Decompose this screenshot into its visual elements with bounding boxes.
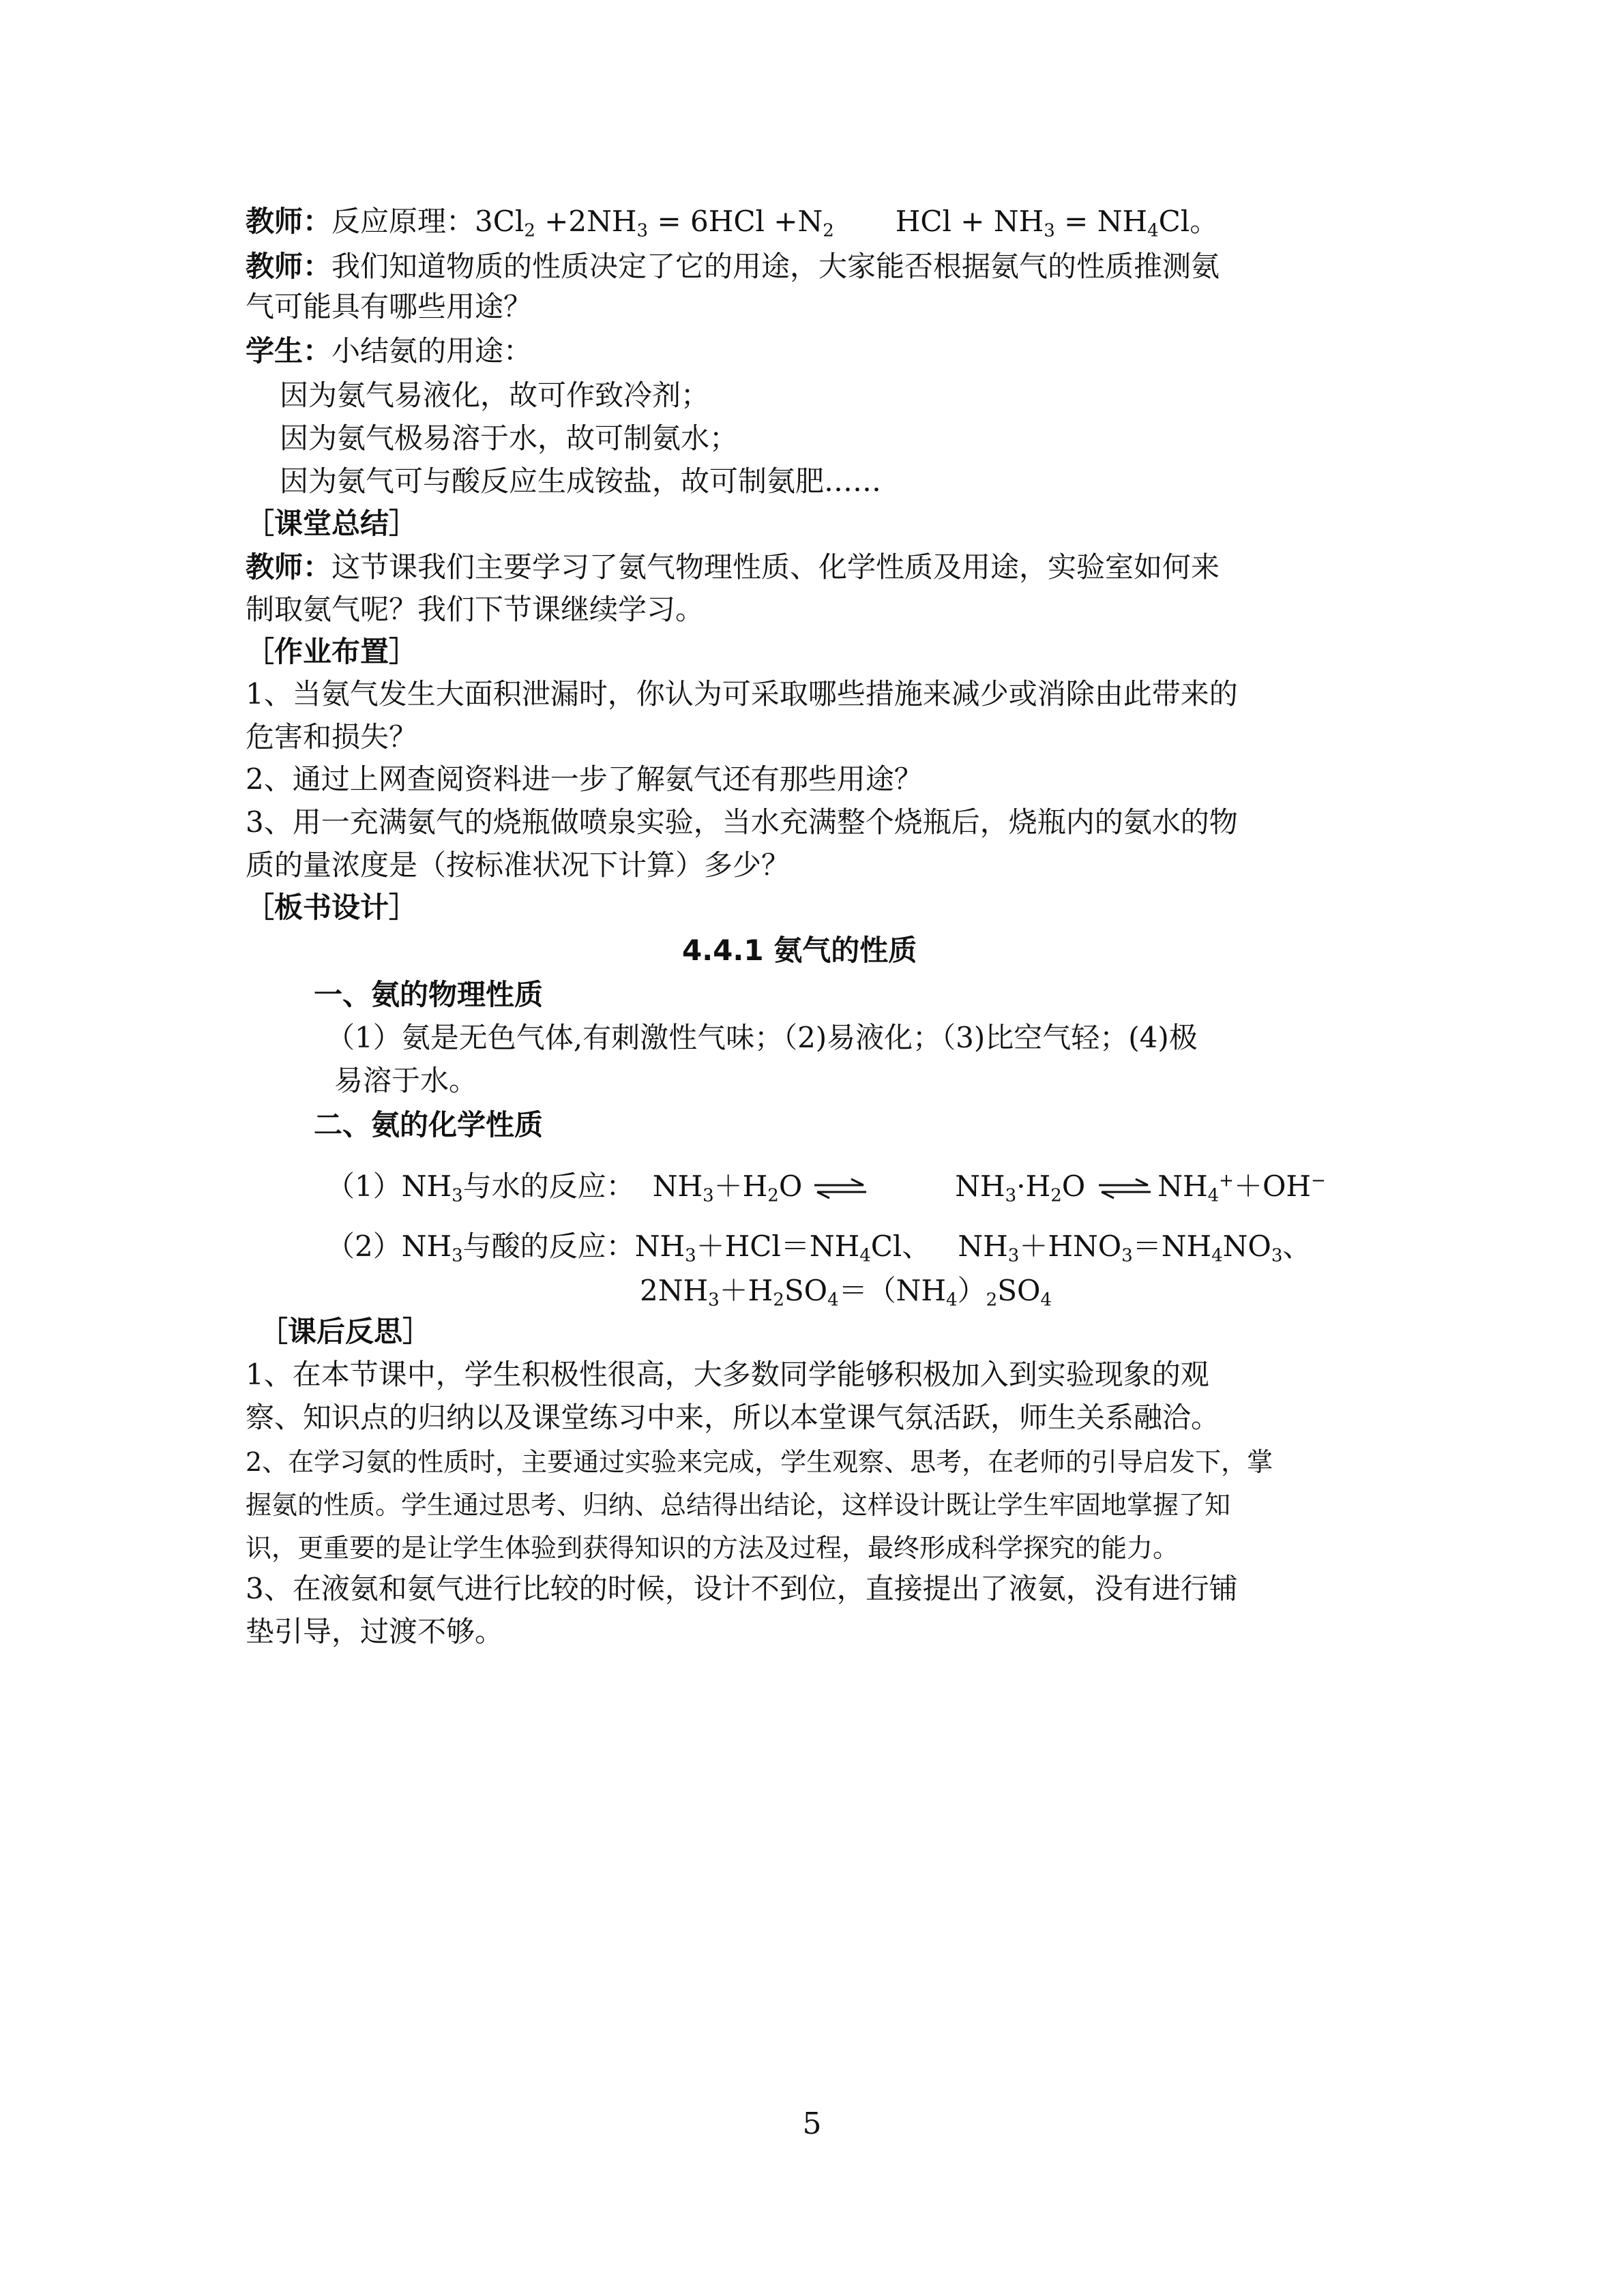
section-heading-homework: ［作业布置］ [246,635,418,668]
reflection-line: 1、在本节课中，学生积极性很高，大多数同学能够积极加入到实验现象的观 [246,1358,1209,1391]
summary-line: 教师：这节课我们主要学习了氨气物理性质、化学性质及用途，实验室如何来 [246,550,1220,584]
homework-line: 3、用一充满氨气的烧瓶做喷泉实验，当水充满整个烧瓶后，烧瓶内的氨水的物 [246,805,1238,839]
student-line-summary: 学生：小结氨的用途： [246,334,533,368]
physical-properties-line: 易溶于水。 [334,1064,478,1097]
reaction-acid-line: $(2)NH_3$与酸的反应：$NH_3+HCl=NH_4Cl$、 $NH_3+HNO_3=NH_4NO_3$、 [326,1229,1312,1266]
teacher-line-question-cont: 气可能具有哪些用途？ [246,290,533,323]
homework-line: 危害和损失？ [246,720,418,754]
use-item: 因为氨气易液化，故可作致冷剂； [280,378,710,412]
page-number: 5 [802,2106,822,2141]
reflection-line: 2、在学习氨的性质时，主要通过实验来完成，学生观察、思考，在老师的引导启发下，掌 [246,1447,1273,1477]
reversible-arrow-icon [1096,1176,1153,1201]
use-item: 因为氨气极易溶于水，故可制氨水； [280,421,739,455]
board-section-physical: 一、氨的物理性质 [314,978,544,1011]
reflection-line: 识，更重要的是让学生体验到获得知识的方法及过程，最终形成科学探究的能力。 [246,1533,1179,1563]
reversible-arrow-icon [812,1176,869,1201]
board-title: 4.4.1 氨气的性质 [682,934,917,967]
teacher-line-reaction: 教师：反应原理：$3Cl_2 +2NH_3 = 6HCl +N_2$ HCl + $NH_3 = NH_4Cl$。 [246,205,1219,241]
reflection-line: 握氨的性质。学生通过思考、归纳、总结得出结论，这样设计既让学生牢固地掌握了知 [246,1490,1231,1520]
reflection-line: 垫引导，过渡不够。 [246,1615,504,1648]
physical-properties-line: （1）氨是无色气体,有刺激性气味；（2)易液化；（3)比空气轻；(4)极 [326,1021,1198,1054]
reaction-water-line: $(1)NH_3$与水的反应： $NH_3+H_2O$ $NH_3\cdot H_2O$ $NH_4^++OH^-$ [326,1169,1326,1206]
speaker-label: 教师： [246,550,332,584]
homework-line: 质的量浓度是（按标准状况下计算）多少？ [246,848,791,882]
section-heading-reflection: ［课后反思］ [259,1315,432,1348]
reflection-line: 3、在液氨和氨气进行比较的时候，设计不到位，直接提出了液氨，没有进行铺 [246,1572,1238,1605]
speaker-label: 学生： [246,334,332,368]
summary-line: 制取氨气呢？我们下节课继续学习。 [246,593,705,626]
teacher-line-question: 教师：我们知道物质的性质决定了它的用途，大家能否根据氨气的性质推测氨 [246,250,1220,283]
reaction-acid-line-2: $2NH_3+H_2SO_4=(NH_4)_2SO_4$ [640,1274,1052,1311]
section-heading-summary: ［课堂总结］ [246,507,418,540]
reflection-line: 察、知识点的归纳以及课堂练习中来，所以本堂课气氛活跃，师生关系融洽。 [246,1401,1220,1434]
speaker-label: 教师： [246,250,332,283]
board-section-chemical: 二、氨的化学性质 [314,1108,544,1142]
homework-line: 1、当氨气发生大面积泄漏时，你认为可采取哪些措施来减少或消除由此带来的 [246,677,1238,711]
speaker-label: 教师： [246,205,332,238]
use-item: 因为氨气可与酸反应生成铵盐，故可制氨肥…… [280,464,882,498]
homework-line: 2、通过上网查阅资料进一步了解氨气还有那些用途？ [246,762,923,796]
section-heading-board: ［板书设计］ [246,891,418,924]
